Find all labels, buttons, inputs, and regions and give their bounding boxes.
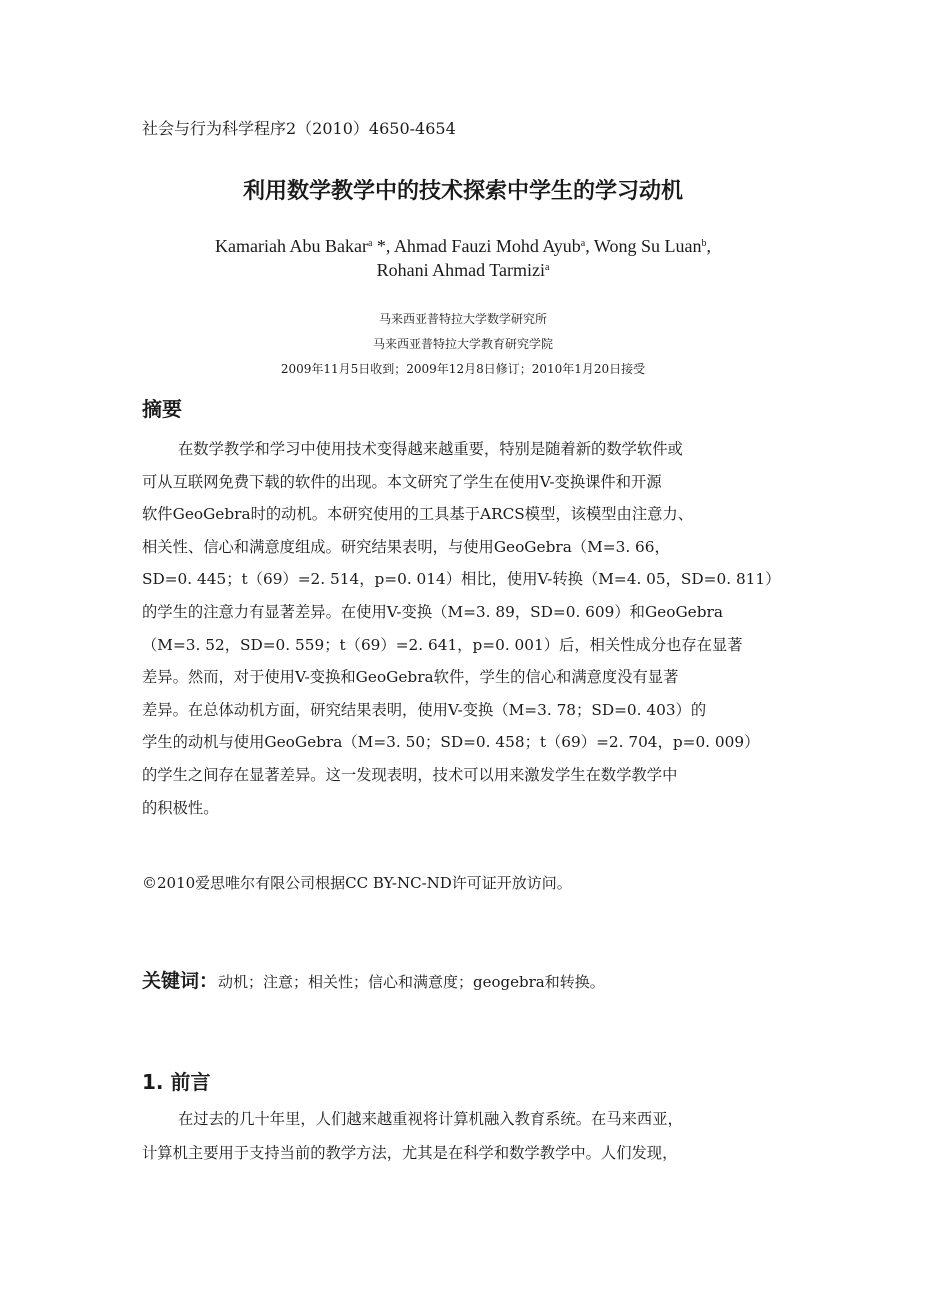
intro-line: 在过去的几十年里，人们越来越重视将计算机融入教育系统。在马来西亚， bbox=[178, 1110, 683, 1128]
author-line-2 bbox=[0, 258, 926, 282]
abstract-line: 学生的动机与使用GeoGebra（M=3. 50；SD=0. 458；t（69）=2. 704，p=0. 009） bbox=[142, 733, 760, 752]
intro-line: 计算机主要用于支持当前的教学方法，尤其是在科学和数学教学中。人们发现， bbox=[142, 1144, 678, 1162]
author-separator: , bbox=[585, 236, 594, 256]
affiliation: 马来西亚普特拉大学教育研究学院 bbox=[372, 337, 553, 351]
abstract-line: SD=0. 445；t（69）=2. 514，p=0. 014）相比，使用V-转换（M=4. 05，SD=0. 811） bbox=[142, 570, 781, 589]
abstract-line: 差异。在总体动机方面，研究结果表明，使用V-变换（M=3. 78；SD=0. 403）的 bbox=[142, 700, 707, 719]
abstract-line: （M=3. 52，SD=0. 559；t（69）=2. 641，p=0. 001）后，相关性成分也存在显著 bbox=[142, 635, 743, 654]
abstract-line: 的学生之间存在显著差异。这一发现表明，技术可以用来激发学生在数学教学中 bbox=[142, 765, 678, 784]
abstract-line: 的积极性。 bbox=[142, 798, 219, 817]
keywords bbox=[142, 966, 605, 993]
author-name: Kamariah Abu Bakar bbox=[215, 236, 368, 256]
abstract-line: 相关性、信心和满意度组成。研究结果表明，与使用GeoGebra（M=3. 66， bbox=[142, 537, 670, 556]
keywords-text: 动机；注意；相关性；信心和满意度；geogebra和转换。 bbox=[218, 973, 605, 991]
keywords-label: 关键词： bbox=[142, 970, 219, 992]
author-name: Wong Su Luan bbox=[593, 236, 702, 256]
author-name: Rohani Ahmad Tarmizi bbox=[376, 260, 545, 280]
abstract-line: 差异。然而，对于使用V-变换和GeoGebra软件，学生的信心和满意度没有显著 bbox=[142, 668, 679, 687]
affiliation: 马来西亚普特拉大学数学研究所 bbox=[378, 312, 547, 326]
copyright-notice: ©2010爱思唯尔有限公司根据CC BY-NC-ND许可证开放访问。 bbox=[142, 874, 572, 892]
author-list bbox=[0, 234, 926, 282]
author-separator: , bbox=[706, 236, 711, 256]
author-separator: *, bbox=[372, 236, 394, 256]
section-heading-introduction: 1. 前言 bbox=[142, 1070, 211, 1094]
abstract-line: 在数学教学和学习中使用技术变得越来越重要，特别是随着新的数学软件或 bbox=[178, 440, 683, 458]
author-name: Ahmad Fauzi Mohd Ayub bbox=[393, 236, 581, 256]
author-affil-mark: a bbox=[544, 262, 550, 273]
author-affil-mark: a bbox=[580, 238, 586, 249]
introduction-body bbox=[142, 1102, 794, 1170]
abstract-body bbox=[142, 433, 794, 824]
abstract-heading: 摘要 bbox=[142, 397, 182, 421]
abstract-line: 的学生的注意力有显著差异。在使用V-变换（M=3. 89，SD=0. 609）和GeoGebra bbox=[142, 602, 723, 621]
abstract-line: 软件GeoGebra时的动机。本研究使用的工具基于ARCS模型，该模型由注意力、 bbox=[142, 505, 694, 524]
author-affil-mark: a bbox=[367, 238, 373, 249]
abstract-line: 可从互联网免费下载的软件的出现。本文研究了学生在使用V-变换课件和开源 bbox=[142, 472, 662, 491]
author-line-1 bbox=[0, 234, 926, 258]
paper-title: 利用数学教学中的技术探索中学生的学习动机 bbox=[242, 179, 683, 204]
journal-reference: 社会与行为科学程序2（2010）4650-4654 bbox=[142, 119, 456, 138]
received-dates: 2009年11月5日收到；2009年12月8日修订；2010年1月20日接受 bbox=[280, 362, 646, 376]
author-affil-mark: b bbox=[701, 238, 707, 249]
